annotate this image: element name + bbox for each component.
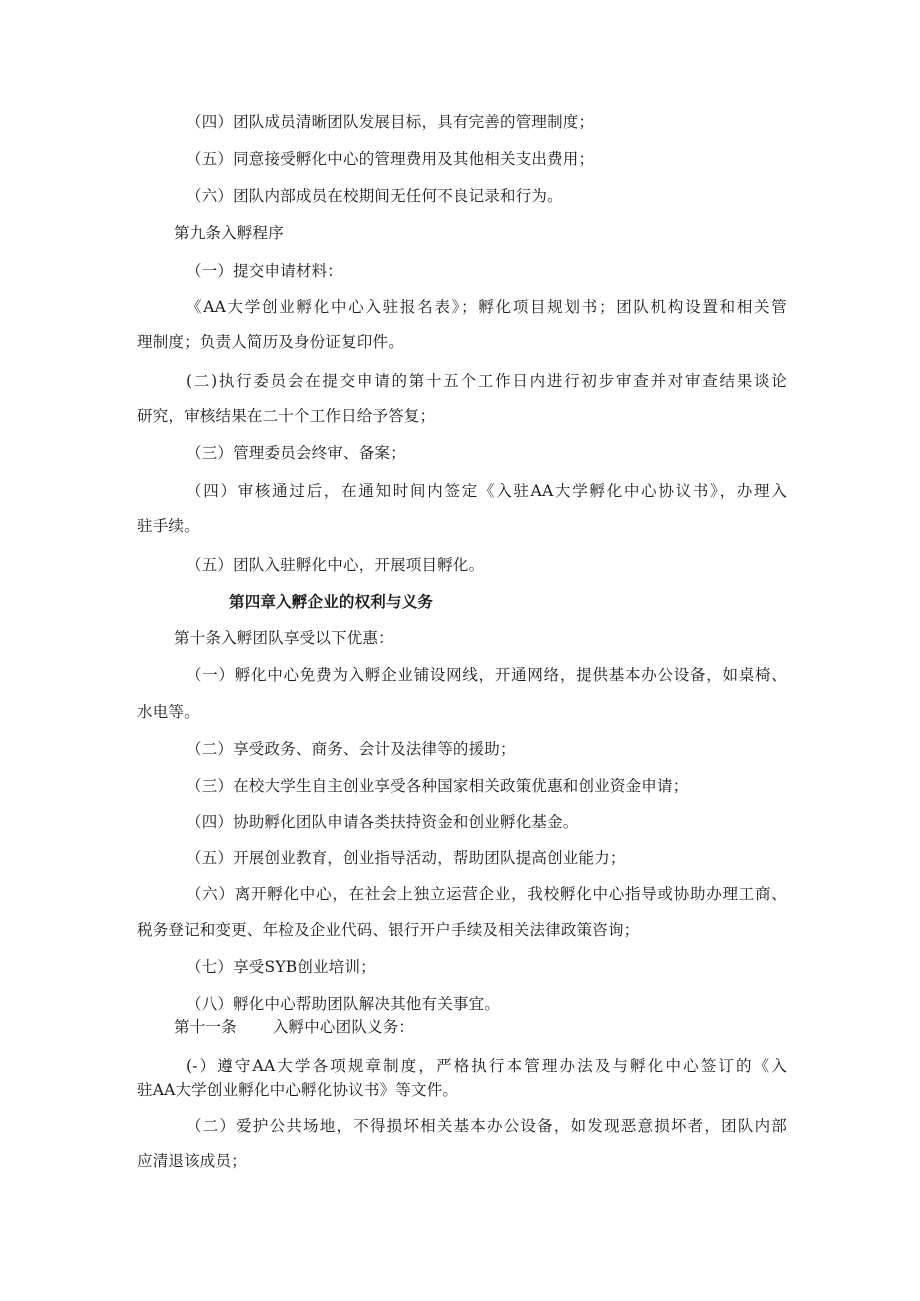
materials-line-2: 理制度；负责人简历及身份证复印件。 bbox=[137, 333, 404, 351]
article-11-number: 第十一条 bbox=[174, 1018, 237, 1036]
benefit-8: （八）孵化中心帮助团队解决其他有关事宜。 bbox=[186, 995, 501, 1013]
step-3-final: （三）管理委员会终审、备案； bbox=[186, 444, 406, 462]
duty-2-line-1: （二）爱护公共场地，不得损坏相关基本办公设备，如发现恶意损坏者，团队内部 bbox=[186, 1117, 787, 1135]
benefit-6-line-2: 税务登记和变更、年检及企业代码、银行开户手续及相关法律政策咨询； bbox=[137, 921, 640, 939]
materials-line-1: 《AA大学创业孵化中心入驻报名表》；孵化项目规划书；团队机构设置和相关管 bbox=[186, 298, 787, 316]
article-11-title bbox=[174, 1017, 414, 1037]
step-2-line-2: 研究，审核结果在二十个工作日给予答复； bbox=[137, 407, 436, 425]
benefit-4: （四）协助孵化团队申请各类扶持资金和创业孵化基金。 bbox=[186, 813, 579, 831]
step-1-submit: （一）提交申请材料： bbox=[186, 262, 344, 280]
article-11-subject: 入孵中心团队义务： bbox=[272, 1018, 415, 1036]
benefit-6-line-1: （六）离开孵化中心，在社会上独立运营企业，我校孵化中心指导或协助办理工商、 bbox=[186, 885, 787, 903]
duty-1-line-1: (-）遵守AA大学各项规章制度，严格执行本管理办法及与孵化中心签订的《入 bbox=[186, 1057, 787, 1075]
article-9-title: 第九条入孵程序 bbox=[174, 224, 284, 242]
item-6-record: （六）团队内部成员在校期间无任何不良记录和行为。 bbox=[186, 187, 563, 205]
benefit-2: （二）享受政务、商务、会计及法律等的援助； bbox=[186, 740, 516, 758]
step-4-line-2: 驻手续。 bbox=[137, 517, 200, 535]
chapter-4-heading: 第四章入孵企业的权利与义务 bbox=[229, 593, 434, 611]
benefit-7: （七）享受SYB创业培训； bbox=[186, 958, 376, 976]
article-10-title: 第十条入孵团队享受以下优惠： bbox=[174, 629, 394, 647]
duty-1-line-2: 驻AA大学创业孵化中心孵化协议书》等文件。 bbox=[137, 1081, 459, 1099]
item-4-goals: （四）团队成员清晰团队发展目标，具有完善的管理制度； bbox=[186, 113, 595, 131]
benefit-1-line-2: 水电等。 bbox=[137, 703, 200, 721]
benefit-1-line-1: （一）孵化中心免费为入孵企业铺设网线，开通网络，提供基本办公设备，如桌椅、 bbox=[186, 666, 787, 684]
step-2-line-1: (二)执行委员会在提交申请的第十五个工作日内进行初步审查并对审查结果谈论 bbox=[186, 372, 787, 390]
duty-2-line-2: 应清退该成员； bbox=[137, 1152, 247, 1170]
step-4-line-1: （四）审核通过后，在通知时间内签定《入驻AA大学孵化中心协议书》，办理入 bbox=[186, 482, 787, 500]
item-5-fees: （五）同意接受孵化中心的管理费用及其他相关支出费用； bbox=[186, 150, 595, 168]
step-5-incubate: （五）团队入驻孵化中心，开展项目孵化。 bbox=[186, 556, 485, 574]
benefit-3: （三）在校大学生自主创业享受各种国家相关政策优惠和创业资金申请； bbox=[186, 777, 689, 795]
benefit-5: （五）开展创业教育，创业指导活动，帮助团队提高创业能力； bbox=[186, 849, 626, 867]
